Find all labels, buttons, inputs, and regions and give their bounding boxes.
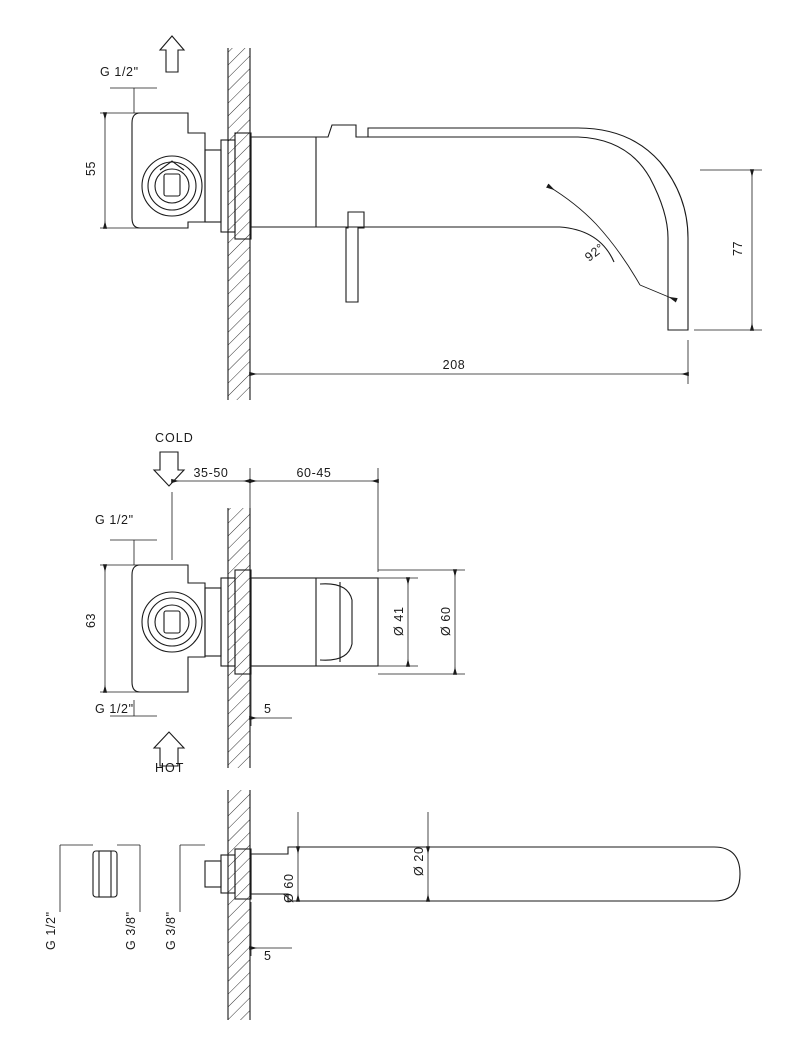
label-cold: COLD: [155, 431, 194, 445]
view-front-elevation: [132, 508, 378, 768]
mixer-body-spout-side: [251, 125, 688, 330]
dim-g12-front-upper: G 1/2": [95, 513, 134, 527]
dim-angle-92: 92°: [582, 240, 608, 265]
dim-5-front: 5: [264, 702, 272, 716]
dim-dia-20-plan: Ø 20: [412, 846, 426, 876]
dim-5-plan: 5: [264, 949, 272, 963]
dim-77: 77: [731, 240, 745, 256]
view-spout-plan: [93, 790, 740, 1020]
dim-55: 55: [84, 160, 98, 176]
angle-leader-92: [548, 186, 676, 300]
label-hot: HOT: [155, 761, 185, 775]
dim-dia-41: Ø 41: [392, 606, 406, 636]
view-side-elevation: [132, 48, 688, 400]
dim-63: 63: [84, 612, 98, 628]
dim-208: 208: [442, 358, 466, 372]
dim-60-45: 60-45: [296, 466, 332, 480]
valve-body-front: [132, 565, 205, 692]
wall-section-top: [228, 48, 250, 400]
dim-g12-top: G 1/2": [100, 65, 139, 79]
dimensions-view-1: [100, 88, 762, 384]
valve-body-side: [132, 113, 205, 228]
dim-35-50: 35-50: [193, 466, 229, 480]
mixer-body-front: [251, 578, 378, 666]
wall-section-bottom: [228, 790, 250, 1020]
dim-g38-plan-mid: G 3/8": [124, 911, 138, 950]
wall-section-middle: [228, 508, 250, 768]
dim-g12-front-lower: G 1/2": [95, 702, 134, 716]
dim-g38-plan-right: G 3/8": [164, 911, 178, 950]
dim-dia-60-plan: Ø 60: [282, 873, 296, 903]
dim-g12-plan-left: G 1/2": [44, 911, 58, 950]
dim-dia-60: Ø 60: [439, 606, 453, 636]
inlet-arrow-top: [160, 36, 184, 72]
lever-handle-side: [346, 212, 364, 302]
inlet-nipple-detail: [93, 851, 117, 897]
